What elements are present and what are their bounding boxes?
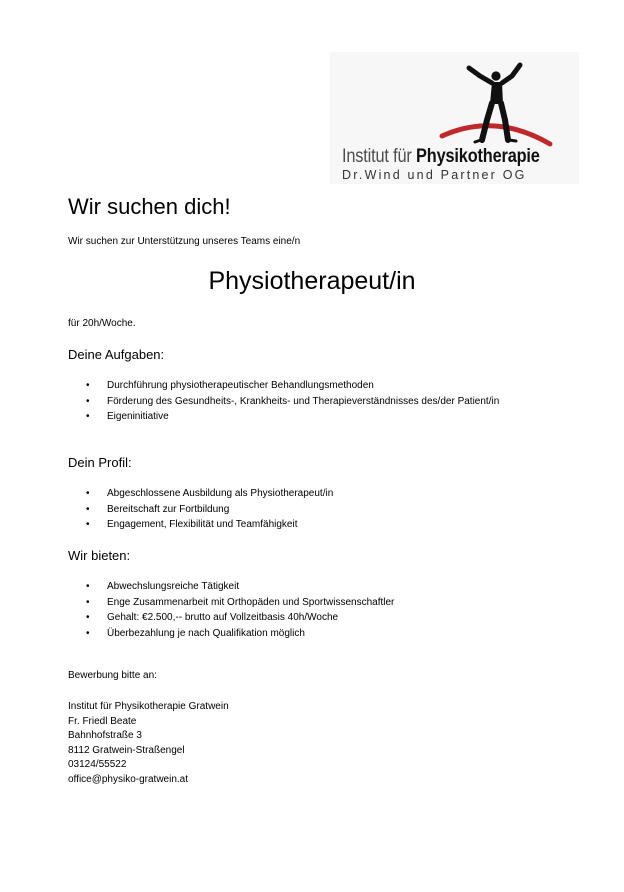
list-item: • Durchführung physiotherapeutischer Behandlungsmethoden [86, 378, 499, 394]
list-item: • Abgeschlossene Ausbildung als Physiotherapeut/in [86, 486, 333, 502]
contact-email: office@physiko-gratwein.at [68, 773, 189, 785]
section-title-tasks: Deine Aufgaben: [68, 347, 165, 362]
list-item: • Bereitschaft zur Fortbildung [86, 502, 333, 518]
company-logo [330, 52, 579, 184]
list-item: • Förderung des Gesundheits-, Krankheits- und Therapieverständnisses des/der Patient/in [86, 394, 499, 410]
hours-text: für 20h/Woche. [68, 318, 136, 329]
list-item: • Eigeninitiative [86, 409, 499, 425]
contact-person: Fr. Friedl Beate [68, 715, 137, 727]
offer-list [86, 579, 394, 641]
profile-list [86, 486, 333, 533]
list-item: • Engagement, Flexibilität und Teamfähigkeit [86, 517, 333, 533]
logo-subline: Dr.Wind und Partner OG [342, 168, 527, 182]
logo-wordmark-light: Institut für [342, 146, 417, 167]
list-item: • Überbezahlung je nach Qualifikation möglich [86, 626, 394, 642]
section-title-offer: Wir bieten: [68, 548, 131, 563]
logo-wordmark-bold: Physikotherapie [416, 146, 540, 167]
contact-company: Institut für Physikotherapie Gratwein [68, 701, 229, 712]
contact-city: 8112 Gratwein-Straßengel [68, 744, 185, 756]
intro-text: Wir suchen zur Unterstützung unseres Teams eine/n [68, 236, 301, 247]
page-heading: Wir suchen dich! [68, 194, 231, 219]
section-title-profile: Dein Profil: [68, 455, 132, 470]
job-title: Physiotherapeut/in [208, 267, 416, 295]
contact-street: Bahnhofstraße 3 [68, 730, 142, 742]
logo-wordmark [342, 146, 540, 168]
list-item: • Enge Zusammenarbeit mit Orthopäden und Sportwissenschaftler [86, 595, 394, 611]
contact-address [68, 700, 229, 788]
contact-phone: 03124/55522 [68, 759, 127, 771]
application-label: Bewerbung bitte an: [68, 670, 157, 681]
list-item: • Abwechslungsreiche Tätigkeit [86, 579, 394, 595]
tasks-list [86, 378, 499, 425]
list-item: • Gehalt: €2.500,-- brutto auf Vollzeitbasis 40h/Woche [86, 610, 394, 626]
